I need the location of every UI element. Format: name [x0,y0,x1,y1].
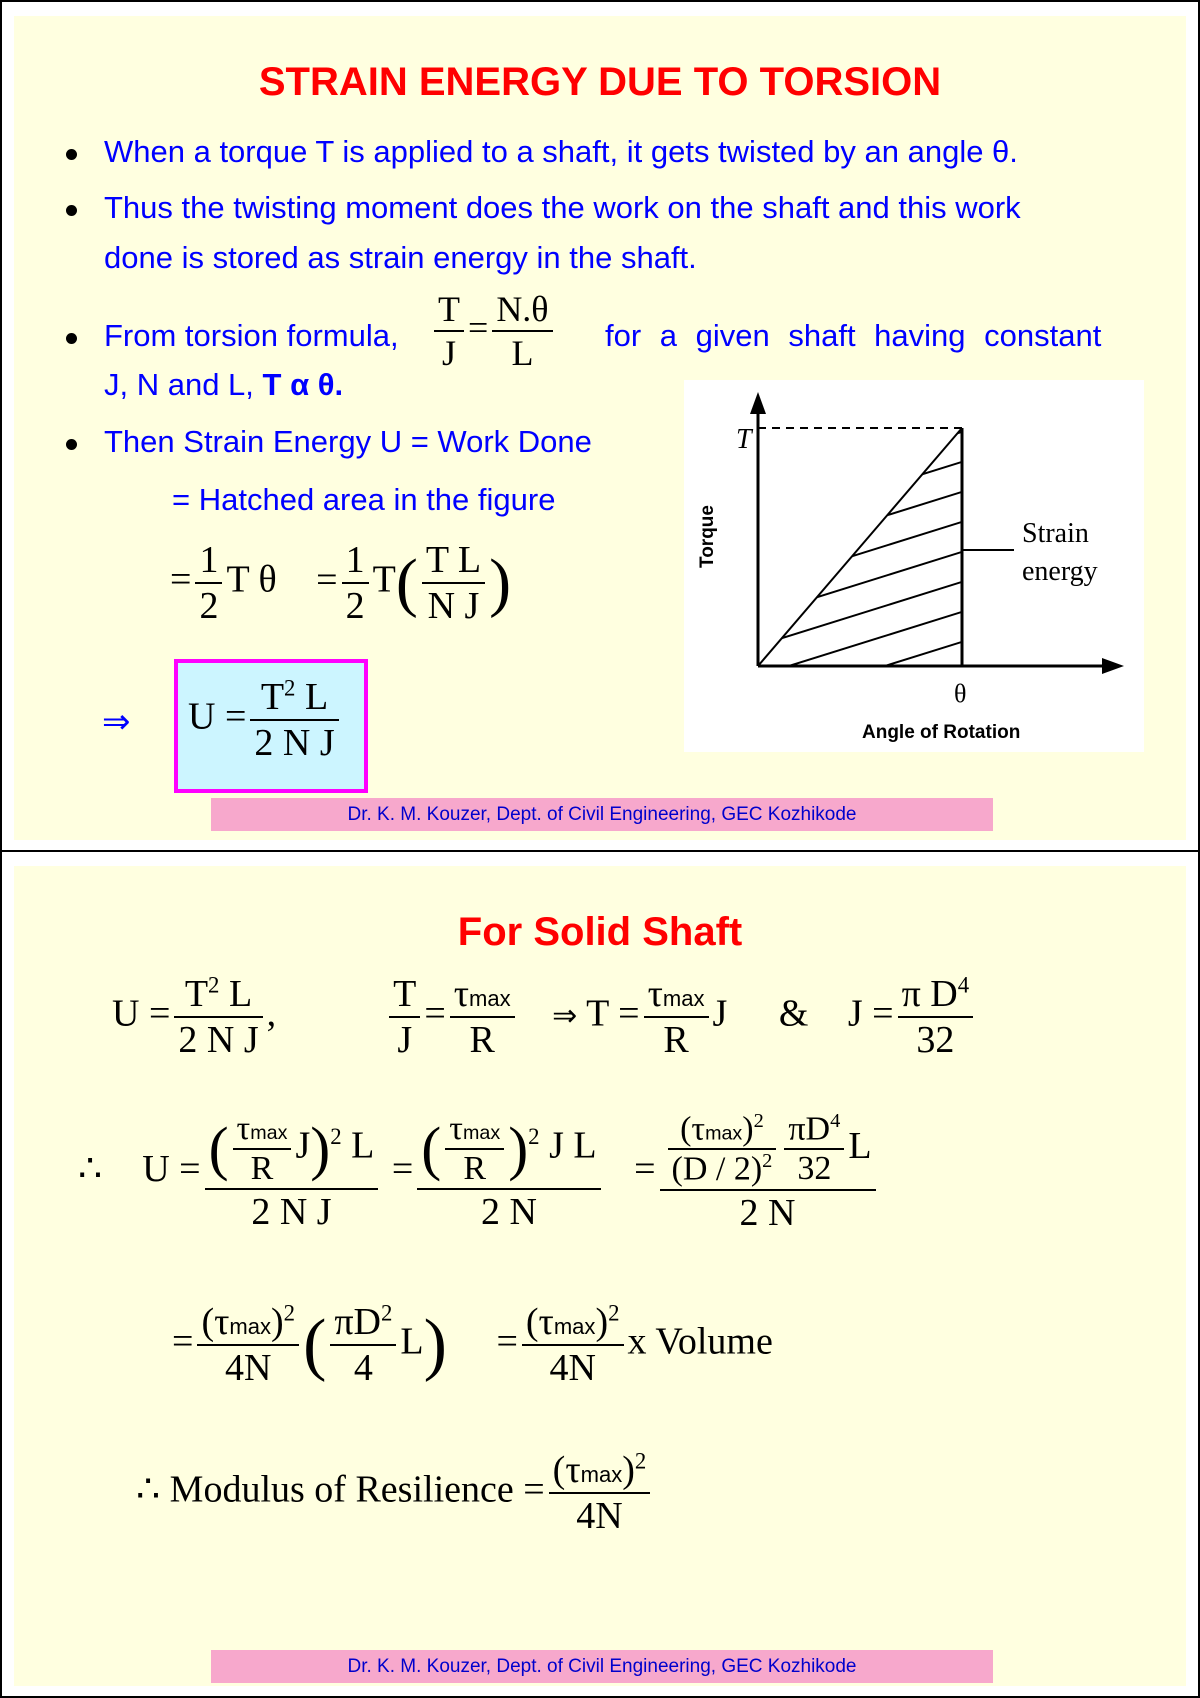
den-4N: 4N [549,1492,651,1538]
num-L: L [219,973,253,1015]
torque-angle-figure [684,380,1144,752]
bullet-2-text-cont: done is stored as strain energy in the shaft. [104,240,697,275]
bullet-4-text: Then Strain Energy U = Work Done [104,424,592,459]
JL-symbol: J L [549,1125,597,1168]
slide-1-title: STRAIN ENERGY DUE TO TORSION [258,60,942,104]
frac-J: J [389,1016,420,1062]
bullet-dot [66,333,77,344]
pi-D: πD [334,1301,382,1343]
frac-R: R [644,1016,709,1062]
max-sub: max [705,1122,743,1145]
y-axis-arrow [750,392,766,414]
D-half: (D / 2) [671,1150,763,1188]
L-symbol: L [400,1320,424,1363]
bullet-3-text: From torsion formula, [104,318,399,353]
bullet-3-line2 [104,367,343,403]
y-axis-label: Torque [697,505,718,568]
proportional-relation: T α θ. [262,367,344,402]
exp-2: 2 [381,1300,393,1326]
frac-R: R [445,1148,504,1188]
max-sub: max [229,1314,271,1339]
exp-2: 2 [634,1448,647,1474]
frac-two: 2 [195,582,222,628]
slide-2-footer: Dr. K. M. Kouzer, Dept. of Civil Engineering, GEC Kozhikode [211,1650,993,1683]
max-sub: max [469,986,511,1011]
tau: τ [453,973,470,1015]
row4-equation: ∴ Modulus of Resilience = $\frac{(\tau\max)^2}{4N}$ [136,1448,654,1538]
max-sub: max [553,1314,596,1339]
slide-1-footer: Dr. K. M. Kouzer, Dept. of Civil Engineering, GEC Kozhikode [211,798,993,831]
frac-T: T [393,973,417,1015]
max-sub: max [250,1122,288,1145]
therefore: ∴ [78,1148,103,1191]
bullet-dot [66,439,77,450]
num-T: T [184,973,209,1015]
max-sub: max [462,1122,501,1145]
tau: τ [214,1301,230,1343]
implies-arrow: ⇒ [552,998,578,1034]
tau: τ [647,973,663,1015]
modulus-of-resilience-label: ∴ Modulus of Resilience = [136,1468,545,1511]
den-4N: 4N [197,1344,299,1390]
den-2N: 2 N [660,1189,876,1235]
pi-D: πD [788,1110,831,1148]
frac-R: R [233,1148,292,1188]
frac-N-theta: N.θ [496,289,549,329]
frac-NJ: N J [422,582,485,628]
exp-2: 2 [283,1300,296,1326]
ampersand: & [778,992,809,1035]
row3-equations: = $\frac{(\tau\max)^2}{4N}$ ( $\frac{\pi D^2}{4}$ L) = $\frac{(\tau\max)^2}{4N}$ x Volume [172,1300,773,1389]
annotation-energy: energy [1022,556,1098,587]
slide-2-title: For Solid Shaft [457,910,743,954]
den-32: 32 [898,1016,974,1062]
exp-4: 4 [957,972,970,998]
bullet-dot [66,205,77,216]
frac-T: T [438,289,460,329]
tau: τ [449,1110,463,1148]
x-axis-arrow [1102,658,1124,674]
L-symbol: L [351,1125,375,1168]
row1-equations: U = $\frac{T^2 L}{\text{2 N J}}$ , $\frac{T}{J}$ = $\frac{\tau\max}{R}$ ⇒ T = $\frac{\tau\max}{R}$ J & J = $\frac{\pi D^4}{32}$ [112,972,977,1062]
bullet-1-text: When a torque T is applied to a shaft, it gets twisted by an angle θ. [104,134,1018,169]
row2-equations: ∴ U = ( $\frac{\tau\max}{R}$ J)$^2$ L 2 N J = ( $\frac{\tau\max}{R}$ )$^2$ J L 2 N = $\frac{(\tau\max)^2}{(D / 2)^2}$ $\frac{\pi D^4}{32}$ L 2 N [78,1110,880,1235]
den-4: 4 [330,1344,396,1390]
y-symbol: T [736,424,752,455]
frac-R: R [450,1016,515,1062]
result-lhs: U = [188,695,247,738]
num-T: T [260,676,285,718]
bullet-3-text-cont: for a given shaft having constant [605,318,1102,353]
result-formula [188,675,343,765]
result-box [174,659,368,793]
frac-one: 1 [345,539,365,581]
pi-D: π D [901,973,958,1015]
T-theta: T θ [226,558,277,601]
exp-2: 2 [528,1124,540,1150]
den-32: 32 [784,1148,844,1188]
U-lhs: U = [112,992,171,1035]
exp-2: 2 [608,1300,620,1326]
den-2N: 2 N [417,1188,600,1234]
tau: τ [565,1449,581,1491]
bullet-2-text: Thus the twisting moment does the work on the shaft and this work [104,190,1021,225]
annotation-strain: Strain [1022,518,1089,549]
work-expression: = $\frac{1}{2}$ T θ = $\frac{1}{2}$ T( $\frac{\text{T L}}{\text{N J}}$ ) [170,539,512,627]
den-2NJ: 2 N J [205,1188,379,1234]
max-sub: max [662,986,705,1011]
exp-2: 2 [284,675,296,701]
L-symbol: L [848,1125,872,1168]
U-lhs: U = [142,1148,201,1191]
x-symbol: θ [954,679,967,708]
frac-L: L [492,330,552,374]
frac-one: 1 [199,539,219,581]
J-symbol: J [295,1125,311,1168]
num-L: L [295,676,329,718]
frac-J: J [434,330,464,374]
T-symbol: T [372,558,396,601]
torsion-formula: $\frac{T}{J}$ = $\frac{N.\theta}{L}$ [430,288,557,374]
max-sub: max [580,1462,623,1487]
exp-2: 2 [330,1124,342,1150]
hatch-lines [744,395,984,740]
tau: τ [236,1110,251,1148]
implies-arrow: ⇒ [102,702,131,742]
frac-TL: T L [425,539,482,581]
exp-2: 2 [208,972,220,998]
diagonal-line [758,428,962,666]
T-eq: T = [586,992,640,1035]
J-eq: J = [847,992,894,1035]
bullet-dot [66,149,77,160]
tau: τ [538,1301,554,1343]
slide-2 [0,850,1200,1698]
den-4N: 4N [522,1344,624,1390]
tau: τ [691,1110,706,1148]
exp-2: 2 [762,1150,773,1173]
exp-2: 2 [753,1110,764,1132]
exp-4: 4 [830,1110,841,1133]
bullet-3-jnl: J, N and L, [104,367,254,402]
den-2NJ: 2 N J [250,719,338,765]
J-symbol: J [712,992,728,1035]
x-axis-label: Angle of Rotation [862,722,1021,743]
figure-svg [684,380,1144,752]
volume-text: x Volume [627,1320,773,1363]
frac-two: 2 [342,582,369,628]
hatched-area-text: = Hatched area in the figure [172,482,556,517]
comma: , [266,992,277,1035]
den-2NJ: 2 N J [174,1016,262,1062]
